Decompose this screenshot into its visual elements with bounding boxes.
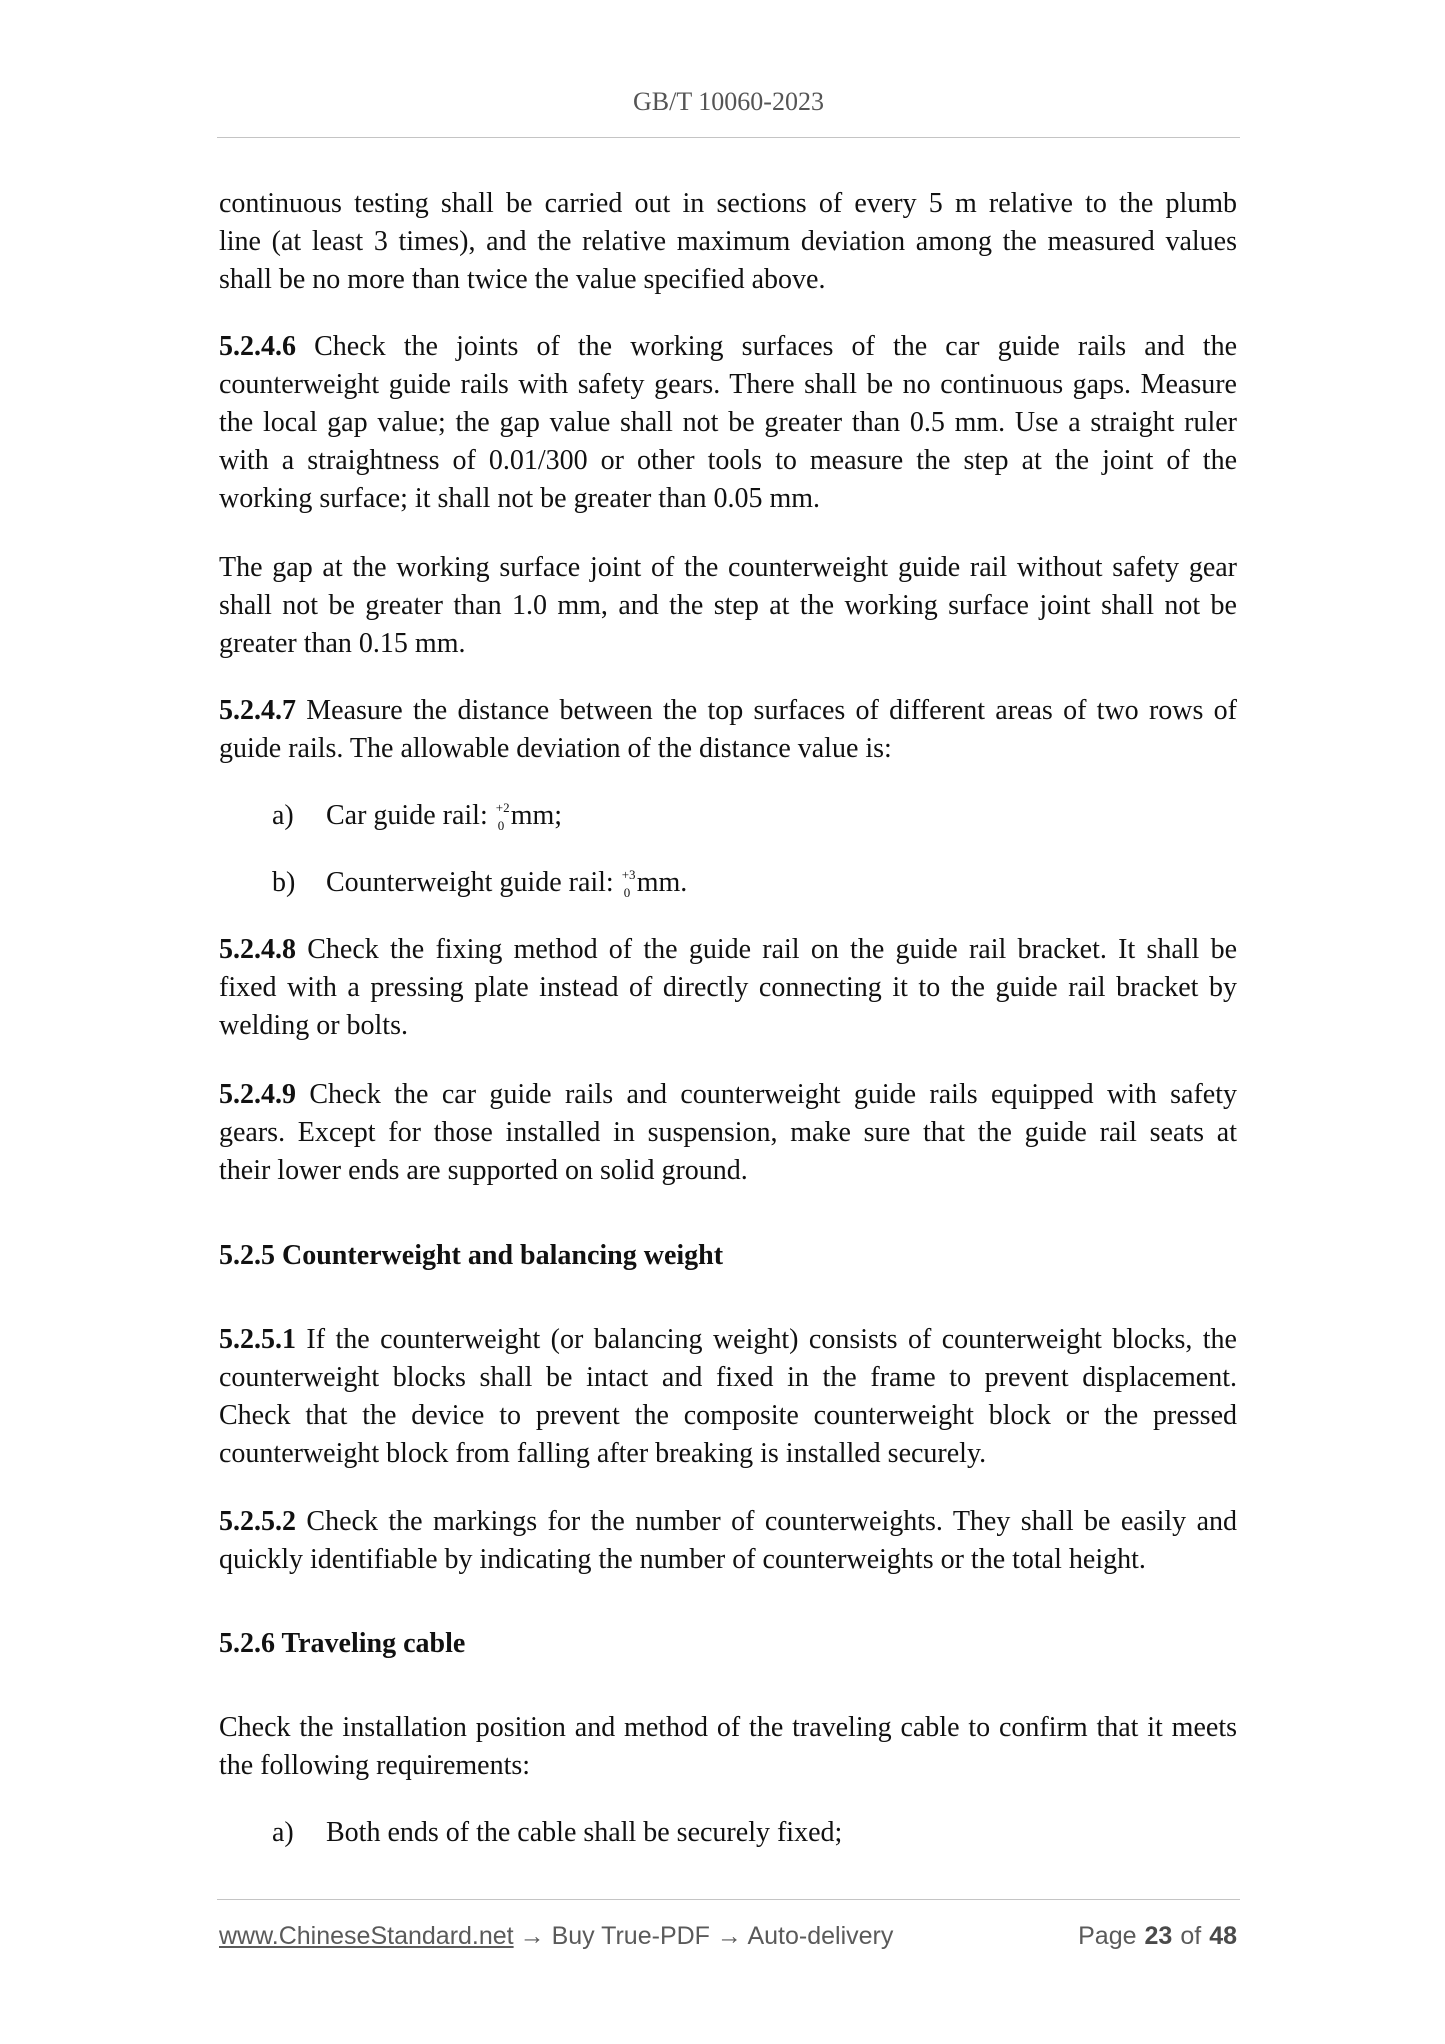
text-line: counterweight blocks shall be intact and fixed in the frame to prevent displacement. xyxy=(219,1362,1237,1393)
header-rule xyxy=(217,137,1240,138)
text-line: continuous testing shall be carried out in sections of every 5 m relative to the plumb xyxy=(219,188,1237,219)
text-line: counterweight block from falling after breaking is installed securely. xyxy=(219,1438,987,1469)
clause-number: 5.2.5.2 xyxy=(219,1506,296,1537)
document-code: GB/T 10060-2023 xyxy=(633,87,824,116)
page-current: 23 xyxy=(1144,1922,1173,1950)
footer-rule xyxy=(217,1899,1240,1900)
clause-5-2-4-7 xyxy=(219,692,1237,768)
text-line: quickly identifiable by indicating the number of counterweights or the total height. xyxy=(219,1544,1146,1575)
text-line: with a straightness of 0.01/300 or other tools to measure the step at the joint of the xyxy=(219,445,1237,476)
text-line xyxy=(219,931,1237,969)
list-marker: a) xyxy=(272,800,294,831)
clause-text: Check the markings for the number of counterweights. They shall be easily and xyxy=(306,1506,1238,1537)
footer-tagline: → Buy True-PDF → Auto-delivery xyxy=(519,1922,894,1950)
list-marker: b) xyxy=(272,867,296,898)
text-line: counterweight guide rails with safety gears. There shall be no continuous gaps. Measure xyxy=(219,369,1237,400)
clause-5-2-4-6 xyxy=(219,328,1237,518)
text-line: guide rails. The allowable deviation of the distance value is: xyxy=(219,733,892,764)
text-line xyxy=(219,328,1237,366)
list-label: Car guide rail: xyxy=(326,800,488,831)
footer-promo xyxy=(219,1920,893,1952)
tolerance xyxy=(622,864,637,902)
paragraph-traveling-cable xyxy=(219,1709,1237,1785)
heading-text: 5.2.6 Traveling cable xyxy=(219,1628,466,1659)
clause-number: 5.2.4.6 xyxy=(219,331,296,362)
list-item-car-guide-rail xyxy=(272,797,1237,835)
page-label: Page xyxy=(1078,1922,1137,1950)
section-heading-5-2-5 xyxy=(219,1237,1237,1275)
paragraph-gap xyxy=(219,549,1237,663)
text-line: line (at least 3 times), and the relative maximum deviation among the measured values xyxy=(219,226,1237,257)
text-line: welding or bolts. xyxy=(219,1010,408,1041)
list-item-cable-ends xyxy=(272,1814,1237,1852)
clause-5-2-4-9 xyxy=(219,1076,1237,1190)
tolerance-upper: +3 xyxy=(621,867,636,882)
page-total: 48 xyxy=(1209,1922,1237,1950)
tolerance-lower: 0 xyxy=(623,885,631,900)
text-line xyxy=(219,1076,1237,1114)
section-heading-5-2-6 xyxy=(219,1625,1237,1663)
unit: mm; xyxy=(510,800,563,831)
list-marker: a) xyxy=(272,1817,294,1848)
text-line: shall be no more than twice the value specified above. xyxy=(219,264,826,295)
clause-text: If the counterweight (or balancing weight) consists of counterweight blocks, the xyxy=(306,1324,1237,1355)
text-line xyxy=(219,692,1237,730)
tolerance-lower: 0 xyxy=(497,818,505,833)
clause-5-2-5-2 xyxy=(219,1503,1237,1579)
text-line: greater than 0.15 mm. xyxy=(219,628,466,659)
text-line: their lower ends are supported on solid ground. xyxy=(219,1155,748,1186)
paragraph-continued xyxy=(219,185,1237,299)
list-item-counterweight-guide-rail xyxy=(272,864,1237,902)
tolerance-upper: +2 xyxy=(495,800,510,815)
list-text: Both ends of the cable shall be securely fixed; xyxy=(326,1817,843,1848)
text-line: Check that the device to prevent the composite counterweight block or the pressed xyxy=(219,1400,1237,1431)
tolerance xyxy=(496,797,511,835)
text-line: shall not be greater than 1.0 mm, and the step at the working surface joint shall not be xyxy=(219,590,1237,621)
list-label: Counterweight guide rail: xyxy=(326,867,614,898)
page-number xyxy=(1078,1920,1237,1952)
site-link[interactable]: www.ChineseStandard.net xyxy=(219,1922,514,1950)
text-line xyxy=(219,1503,1237,1541)
page-footer xyxy=(219,1920,1237,1952)
clause-text: Check the car guide rails and counterweight guide rails equipped with safety xyxy=(309,1079,1238,1110)
clause-5-2-5-1 xyxy=(219,1321,1237,1473)
clause-text: Check the fixing method of the guide rail on the guide rail bracket. It shall be xyxy=(307,934,1238,965)
text-line: working surface; it shall not be greater than 0.05 mm. xyxy=(219,483,821,514)
text-line: The gap at the working surface joint of the counterweight guide rail without safety gear xyxy=(219,552,1237,583)
clause-5-2-4-8 xyxy=(219,931,1237,1045)
clause-number: 5.2.4.7 xyxy=(219,695,296,726)
text-line xyxy=(219,1321,1237,1359)
text-line: gears. Except for those installed in suspension, make sure that the guide rail seats at xyxy=(219,1117,1237,1148)
clause-number: 5.2.4.9 xyxy=(219,1079,296,1110)
unit: mm. xyxy=(636,867,688,898)
text-line: Check the installation position and method of the traveling cable to confirm that it meets xyxy=(219,1712,1237,1743)
running-header xyxy=(217,86,1240,118)
text-line: the local gap value; the gap value shall not be greater than 0.5 mm. Use a straight ruler xyxy=(219,407,1237,438)
clause-text: Measure the distance between the top surfaces of different areas of two rows of xyxy=(306,695,1238,726)
clause-number: 5.2.4.8 xyxy=(219,934,296,965)
heading-text: 5.2.5 Counterweight and balancing weight xyxy=(219,1240,724,1271)
text-line: fixed with a pressing plate instead of directly connecting it to the guide rail bracket by xyxy=(219,972,1237,1003)
text-line: the following requirements: xyxy=(219,1750,531,1781)
clause-number: 5.2.5.1 xyxy=(219,1324,296,1355)
clause-text: Check the joints of the working surfaces of the car guide rails and the xyxy=(314,331,1238,362)
page-of: of xyxy=(1180,1922,1202,1950)
